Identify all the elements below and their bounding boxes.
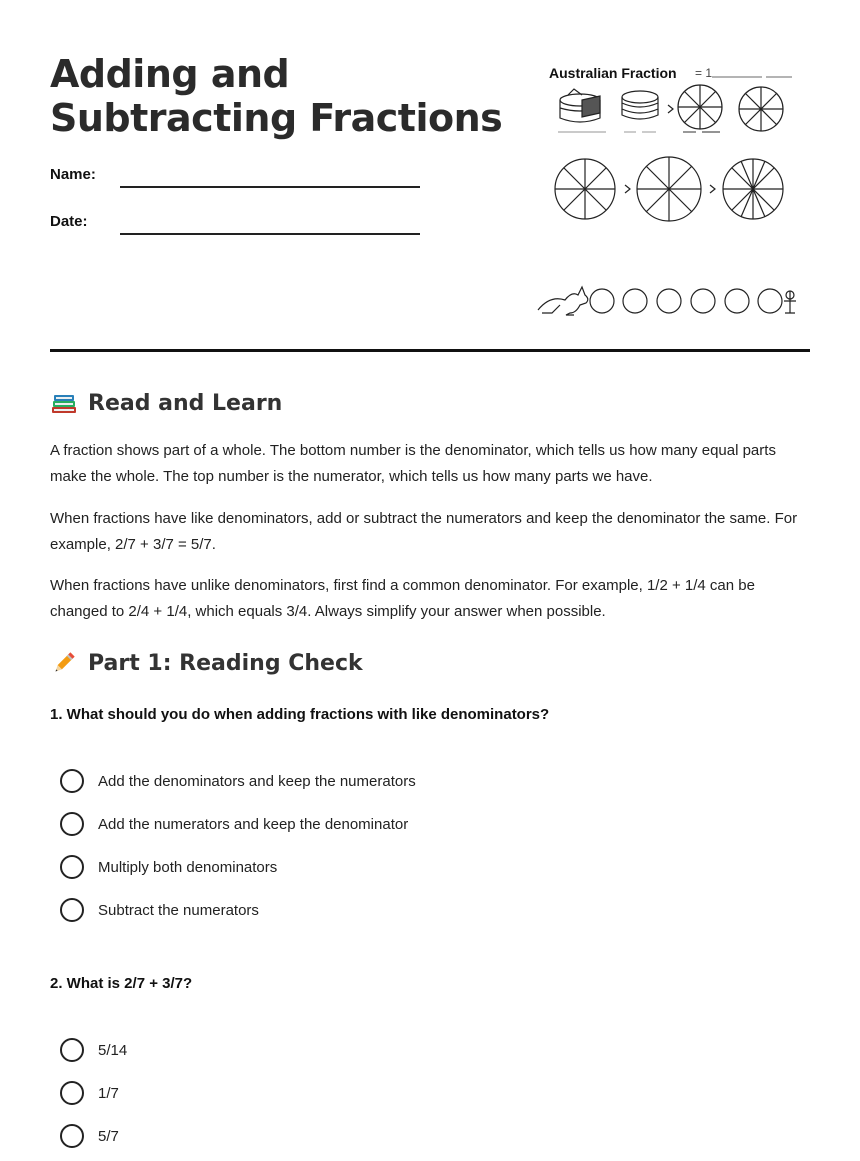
date-field[interactable] — [120, 233, 420, 235]
illustration-equation: = 1 — [695, 66, 713, 80]
option-label: 5/14 — [98, 1041, 128, 1059]
answer-option[interactable] — [60, 1081, 119, 1105]
pancakes-icon — [622, 91, 658, 119]
radio-button[interactable] — [60, 1081, 84, 1105]
name-field[interactable] — [120, 186, 420, 188]
books-icon — [50, 389, 78, 417]
option-label: Subtract the numerators — [98, 901, 259, 919]
header-divider — [50, 349, 810, 352]
read-and-learn-heading — [50, 389, 282, 417]
radio-button[interactable] — [60, 812, 84, 836]
name-label: Name: — [50, 166, 96, 183]
radio-button[interactable] — [60, 1038, 84, 1062]
page-title: Adding and Subtracting Fractions — [50, 52, 503, 140]
answer-option[interactable] — [60, 898, 259, 922]
answer-option[interactable] — [60, 769, 416, 793]
answer-option[interactable] — [60, 1124, 119, 1148]
option-label: Add the denominators and keep the numerators — [98, 772, 416, 790]
paragraph: When fractions have like denominators, add or subtract the numerators and keep the denominator the same. For example, 2/7 + 3/7 = 5/7. — [50, 510, 798, 553]
kangaroo-icon — [538, 287, 588, 315]
date-label: Date: — [50, 213, 88, 230]
option-label: Multiply both denominators — [98, 858, 278, 876]
paragraph: When fractions have unlike denominators, first find a common denominator. For example, 1/2 + 1/4 can be changed to 2/4 + 1/4, which equals 3/4. Always simplify your answer when possible. — [50, 577, 755, 620]
pie-icon — [678, 85, 722, 129]
paragraph: A fraction shows part of a whole. The bottom number is the denominator, which tells us how many equal parts make the whole. The top number is the numerator, which tells us how many parts we have. — [50, 442, 776, 485]
fraction-illustration — [530, 55, 820, 325]
pie-icon — [739, 87, 783, 131]
radio-button[interactable] — [60, 855, 84, 879]
option-label: Add the numerators and keep the denominator — [98, 815, 409, 833]
illustration-title: Australian Fraction — [549, 65, 677, 81]
pencil-icon — [50, 649, 78, 677]
part1-heading — [50, 649, 363, 677]
pie-icon — [555, 159, 615, 219]
answer-option[interactable] — [60, 1038, 127, 1062]
read-and-learn-title: Read and Learn — [88, 390, 283, 416]
option-label: 5/7 — [98, 1127, 119, 1145]
radio-button[interactable] — [60, 769, 84, 793]
radio-button[interactable] — [60, 898, 84, 922]
option-label: 1/7 — [98, 1084, 119, 1102]
question-2: 2. What is 2/7 + 3/7? — [50, 975, 193, 992]
fraction-circles — [590, 289, 782, 313]
answer-option[interactable] — [60, 855, 277, 879]
answer-option[interactable] — [60, 812, 408, 836]
tree-icon — [784, 291, 796, 313]
pie-icon — [637, 157, 701, 221]
cake-icon — [560, 89, 600, 122]
pie-icon — [723, 159, 783, 219]
question-1: 1. What should you do when adding fractions with like denominators? — [50, 706, 550, 723]
radio-button[interactable] — [60, 1124, 84, 1148]
part1-title: Part 1: Reading Check — [88, 650, 363, 676]
